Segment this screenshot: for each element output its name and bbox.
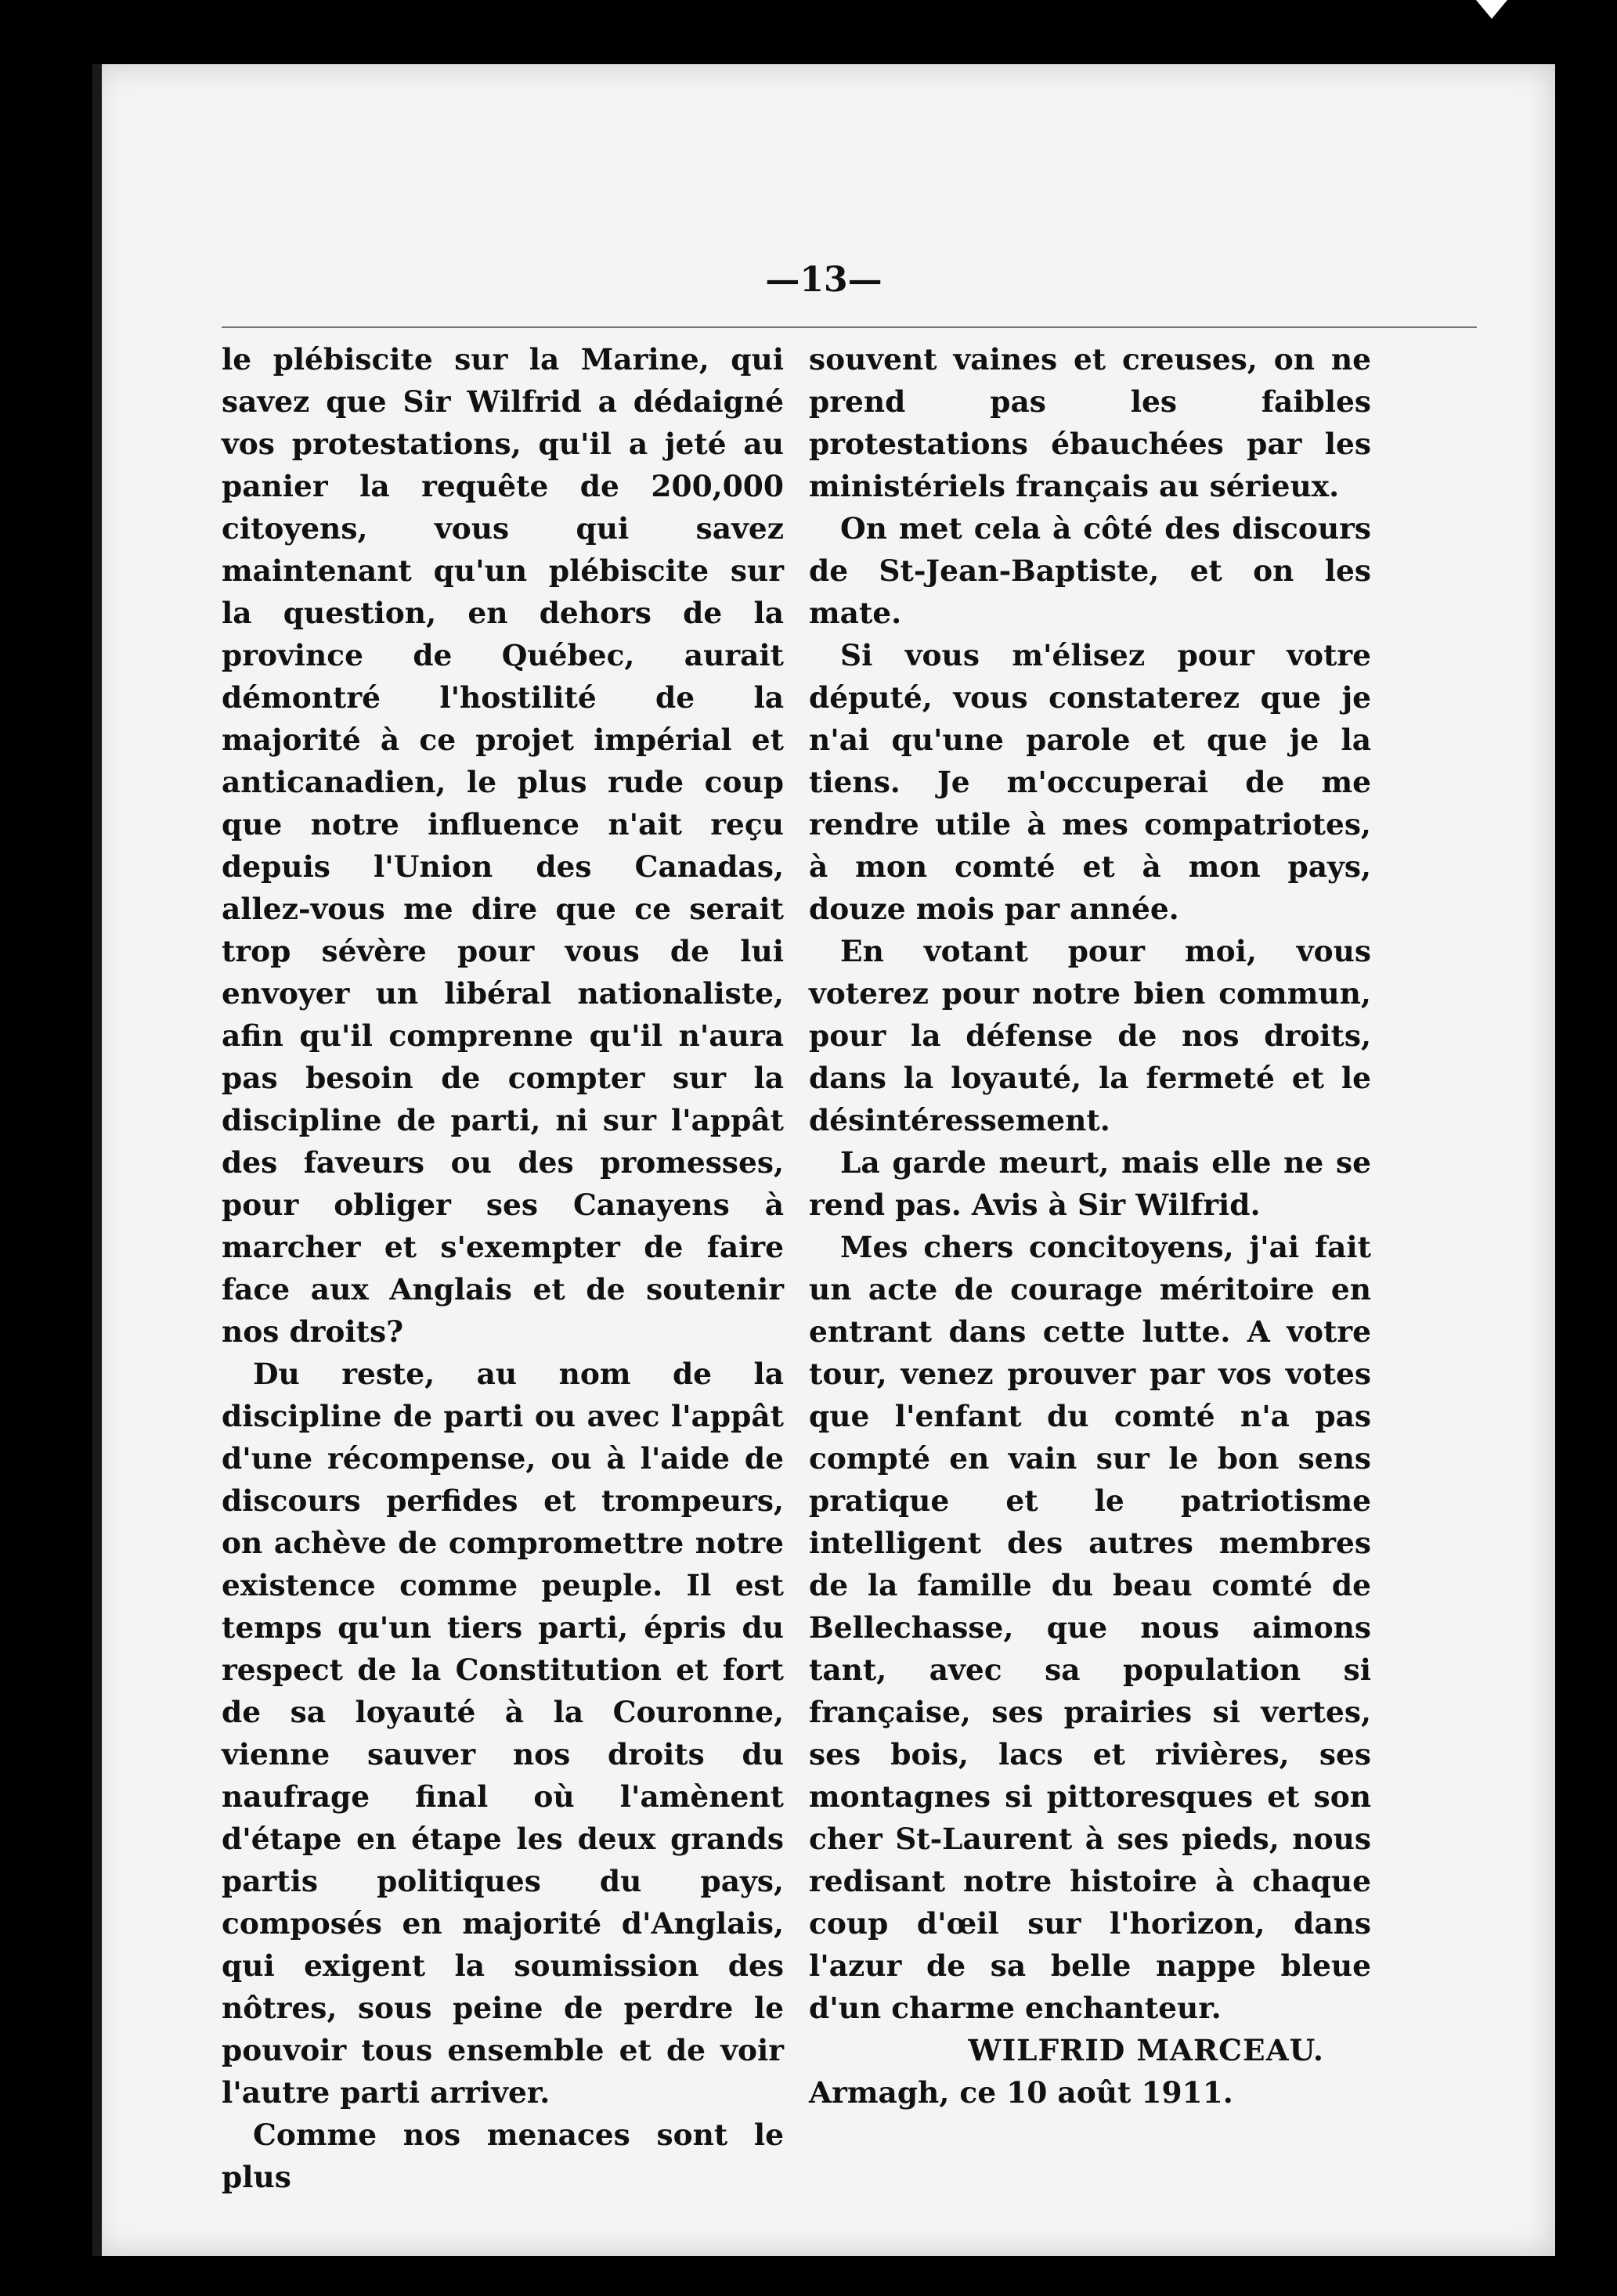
right-paragraph-3: Si vous m'élisez pour votre député, vous constaterez que je n'ai qu'une parole et que je la tiens. Je m'occuperai de me rendre utile à mes compatriotes, à mon comté et à mon pays, douze mois par année. bbox=[809, 638, 1371, 926]
right-paragraph-4: En votant pour moi, vous voterez pour notre bien commun, pour la défense de nos droits, dans la loyauté, la fermeté et le désintéressement. bbox=[809, 934, 1371, 1137]
scan-corner-mark bbox=[1476, 0, 1507, 19]
left-paragraph-2: Du reste, au nom de la discipline de parti ou avec l'appât d'une récompense, ou à l'aide de discours perfides et trompeurs, on achève de compromettre notre existence comme peuple. Il est temps qu'un tiers parti, épris du respect de la Constitution et fort de sa loyauté à la Couronne, vienne sauver nos droits du naufrage final où l'amènent d'étape en étape les deux grands partis politiques du pays, composés en majorité d'Anglais, qui exigent la soumission des nôtres, sous peine de perdre le pouvoir tous ensemble et de voir l'autre parti arriver. bbox=[222, 1357, 784, 2110]
signature: WILFRID MARCEAU. bbox=[968, 2033, 1324, 2067]
right-paragraph-6: Mes chers concitoyens, j'ai fait un acte de courage méritoire en entrant dans cette lutte. A votre tour, venez prouver par vos votes que l'enfant du comté n'a pas compté en vain sur le bon sens pratique et le patriotisme intelligent des autres membres de la famille du beau comté de Bellechasse, que nous aimons tant, avec sa population si française, ses prairies si vertes, ses bois, lacs et rivières, ses montagnes si pittoresques et son cher St-Laurent à ses pieds, nous redisant notre histoire à chaque coup d'œil sur l'horizon, dans l'azur de sa belle nappe bleue d'un charme enchanteur. bbox=[809, 1230, 1371, 2025]
dateline: Armagh, ce 10 août 1911. bbox=[809, 2075, 1233, 2110]
right-column bbox=[809, 338, 1371, 2114]
page-number: —13— bbox=[765, 260, 882, 300]
right-paragraph-1: souvent vaines et creuses, on ne prend pas les faibles protestations ébauchées par les ministériels français au sérieux. bbox=[809, 342, 1371, 503]
right-paragraph-5: La garde meurt, mais elle ne se rend pas. Avis à Sir Wilfrid. bbox=[809, 1145, 1371, 1222]
left-column bbox=[222, 338, 784, 2198]
right-paragraph-2: On met cela à côté des discours de St-Jean-Baptiste, et on les mate. bbox=[809, 511, 1371, 630]
left-paragraph-3: Comme nos menaces sont le plus bbox=[222, 2118, 784, 2194]
page-binding-edge bbox=[92, 64, 102, 2256]
left-paragraph-1: le plébiscite sur la Marine, qui savez que Sir Wilfrid a dédaigné vos protestations, qu'il a jeté au panier la requête de 200,000 citoyens, vous qui savez maintenant qu'un plébiscite sur la question, en dehors de la province de Québec, aurait démontré l'hostilité de la majorité à ce projet impérial et anticanadien, le plus rude coup que notre influence n'ait reçu depuis l'Union des Canadas, allez-vous me dire que ce serait trop sévère pour vous de lui envoyer un libéral nationaliste, afin qu'il comprenne qu'il n'aura pas besoin de compter sur la discipline de parti, ni sur l'appât des faveurs ou des promesses, pour obliger ses Canayens à marcher et s'exempter de faire face aux Anglais et de soutenir nos droits? bbox=[222, 342, 784, 1349]
document-page bbox=[92, 64, 1555, 2256]
header-rule bbox=[222, 326, 1477, 328]
